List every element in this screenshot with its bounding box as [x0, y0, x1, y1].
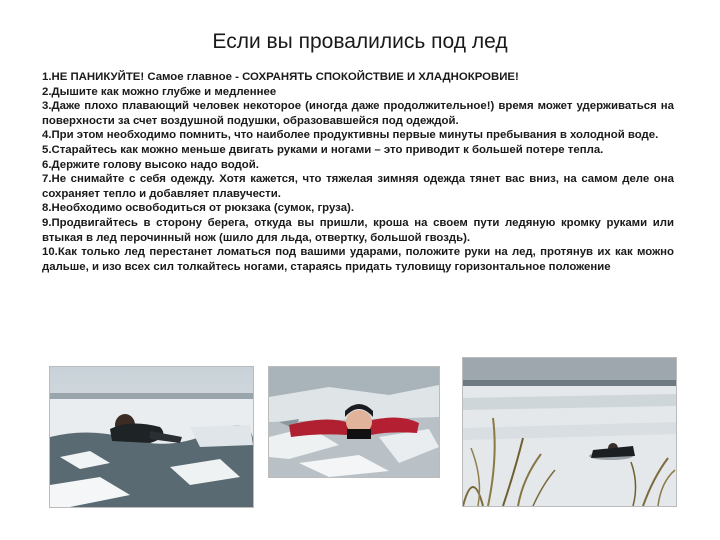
- instruction-item-5: 5.Старайтесь как можно меньше двигать руками и ногами – это приводит к большей потере тепла.: [42, 143, 604, 156]
- person-on-frozen-lake-photo: [462, 357, 677, 507]
- instruction-item-9: 9.Продвигайтесь в сторону берега, откуда вы пришли, кроша на своем пути ледяную кромку руками или втыкая в лед перочинный нож (шило для льда, отвертку, большой гвоздь).: [42, 216, 674, 244]
- instruction-item-6: 6.Держите голову высоко надо водой.: [42, 158, 259, 171]
- instruction-item-3: 3.Даже плохо плавающий человек некоторое (иногда даже продолжительное!) время может удерживаться на поверхности за счет воздушной подушки, образовавшейся под одеждой.: [42, 100, 674, 127]
- instruction-item-7: 7.Не снимайте с себя одежду. Хотя кажется, что тяжелая зимняя одежда тянет вас вниз, на самом деле она сохраняет тепло и добавляет плавучести.: [42, 173, 674, 200]
- page-title: Если вы провалились под лед: [212, 30, 508, 53]
- instruction-item-1: 1.НЕ ПАНИКУЙТЕ! Самое главное - СОХРАНЯТЬ СПОКОЙСТВИЕ И ХЛАДНОКРОВИЕ!: [42, 71, 519, 83]
- instruction-item-4: 4.При этом необходимо помнить, что наиболее продуктивны первые минуты пребывания в холодной воде.: [42, 129, 659, 142]
- instruction-item-8: 8.Необходимо освободиться от рюкзака (сумок, груза).: [42, 202, 354, 215]
- instruction-item-2: 2.Дышите как можно глубже и медленнее: [42, 85, 277, 98]
- man-in-ice-water-photo: [49, 366, 254, 508]
- person-crawling-in-broken-ice-photo: [268, 366, 440, 478]
- instruction-item-10: 10.Как только лед перестанет ломаться под вашими ударами, положите руки на лед, протянув их как можно дальше, и изо всех сил толкайтесь ногами, стараясь придать туловищу горизонтальное положение: [42, 246, 674, 273]
- instructions-list: [42, 70, 674, 274]
